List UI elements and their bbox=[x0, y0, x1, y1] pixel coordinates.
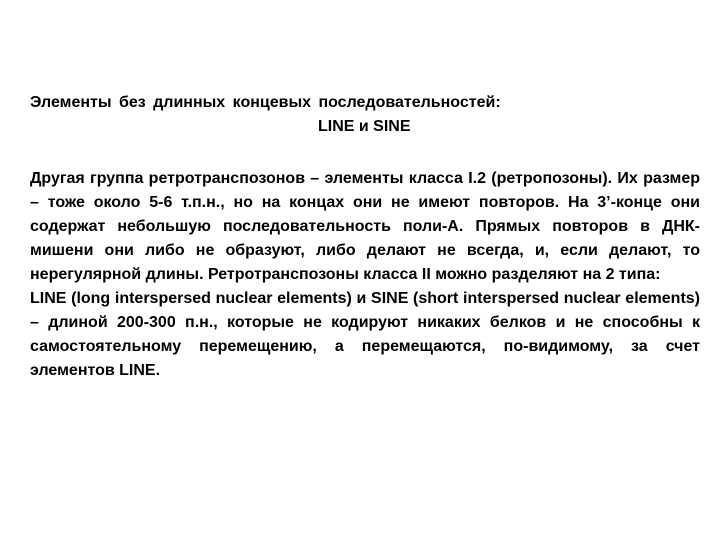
slide-heading: Элементы без длинных концевых последовательностей: bbox=[30, 94, 501, 111]
slide-body bbox=[30, 167, 700, 383]
body-paragraph-2: LINE (long interspersed nuclear elements) и SINE (short interspersed nuclear elements) – длиной 200-300 п.н., которые не кодируют никаких белков и не способны к самостоятельному перемещению, а перемещаются, по-видимому, за счет элементов LINE. bbox=[30, 290, 700, 379]
body-paragraph-1: Другая группа ретротранспозонов – элементы класса I.2 (ретропозоны). Их размер – тоже около 5-6 т.п.н., но на концах они не имеют повторов. На 3’-конце они содержат небольшую последовательность поли-А. Прямых повторов в ДНК-мишени они либо не образуют, либо делают не всегда, и, если делают, то нерегулярной длины. Ретротранспозоны класса II можно разделяют на 2 типа: bbox=[30, 170, 700, 283]
slide-subheading: LINE и SINE bbox=[318, 118, 411, 135]
slide-title bbox=[30, 91, 710, 139]
